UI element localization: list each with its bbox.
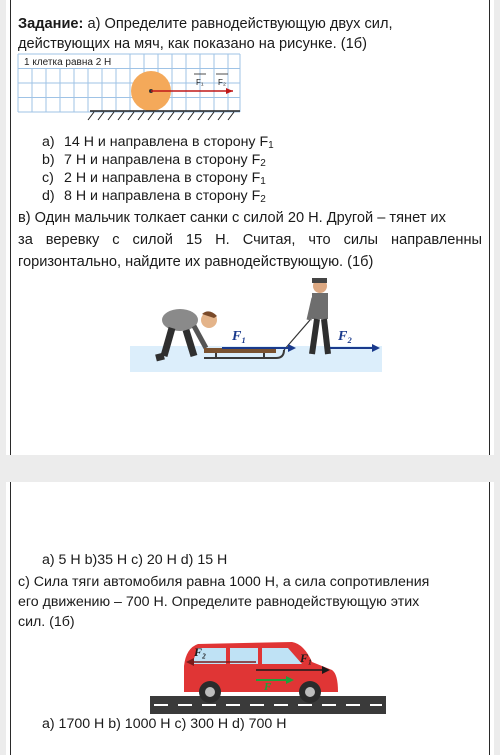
part-b-line-1: в) Один мальчик толкает санки с силой 20 Н. Другой – тянет их: [18, 210, 446, 226]
rope: [284, 320, 310, 350]
option-d[interactable]: [42, 187, 266, 209]
option-text: 14 Н и направлена в сторону F: [64, 134, 269, 150]
f2-label: F₂: [338, 329, 353, 344]
car-figure: [150, 636, 386, 716]
option-subscript: 2: [260, 194, 266, 205]
task-line-2: действующих на мяч, как показано на рисунке. (1б): [18, 36, 367, 52]
page-2: [6, 482, 494, 755]
option-text: 2 Н и направлена в сторону F: [64, 170, 261, 186]
sled-figure: [124, 278, 384, 374]
car: [184, 642, 338, 703]
task-line-1: [18, 14, 393, 34]
option-subscript: 1: [260, 176, 266, 187]
pulling-man: [309, 278, 328, 354]
f2-label: F₂: [218, 78, 226, 87]
option-key: d): [42, 188, 55, 204]
f2-label: F₂: [194, 645, 207, 659]
task-heading: Задание:: [18, 16, 84, 32]
part-c-line-1: с) Сила тяги автомобиля равна 1000 Н, а сила сопротивления: [18, 574, 430, 590]
f1-label: F₁: [232, 329, 247, 344]
part-c-answers[interactable]: a) 1700 Н b) 1000 Н c) 300 Н d) 700 Н: [42, 716, 287, 732]
part-b-answers[interactable]: a) 5 Н b)35 Н c) 20 Н d) 15 Н: [42, 552, 228, 568]
part-b-line-3: горизонтально, найдите их равнодействующую. (1б): [18, 254, 374, 270]
page-border-left: [10, 0, 11, 455]
ball-grid-figure: [18, 54, 240, 124]
f1-label: F₁: [300, 651, 313, 665]
option-text: 8 Н и направлена в сторону F: [64, 188, 261, 204]
option-key: c): [42, 170, 54, 186]
page-border-right: [489, 0, 490, 455]
part-c-line-3: сил. (1б): [18, 614, 75, 630]
part-b-line-2: за веревку с силой 15 Н. Считая, что силы направленны: [18, 232, 482, 248]
f1-label: F₁: [196, 78, 204, 87]
option-key: b): [42, 152, 55, 168]
page-border-right: [489, 482, 490, 755]
option-subscript: 1: [268, 140, 274, 151]
ground-hatch: [88, 112, 234, 120]
task-line-1-text: а) Определите равнодействующую двух сил,: [83, 16, 393, 32]
part-c-line-2: его движению – 700 Н. Определите равнодействующую этих: [18, 594, 420, 610]
option-text: 7 Н и направлена в сторону F: [64, 152, 261, 168]
f-label: F: [264, 681, 272, 693]
option-subscript: 2: [260, 158, 266, 169]
option-key: a): [42, 134, 55, 150]
grid-caption: 1 клетка равна 2 Н: [24, 57, 112, 68]
page-1: [6, 0, 494, 455]
page-border-left: [10, 482, 11, 755]
